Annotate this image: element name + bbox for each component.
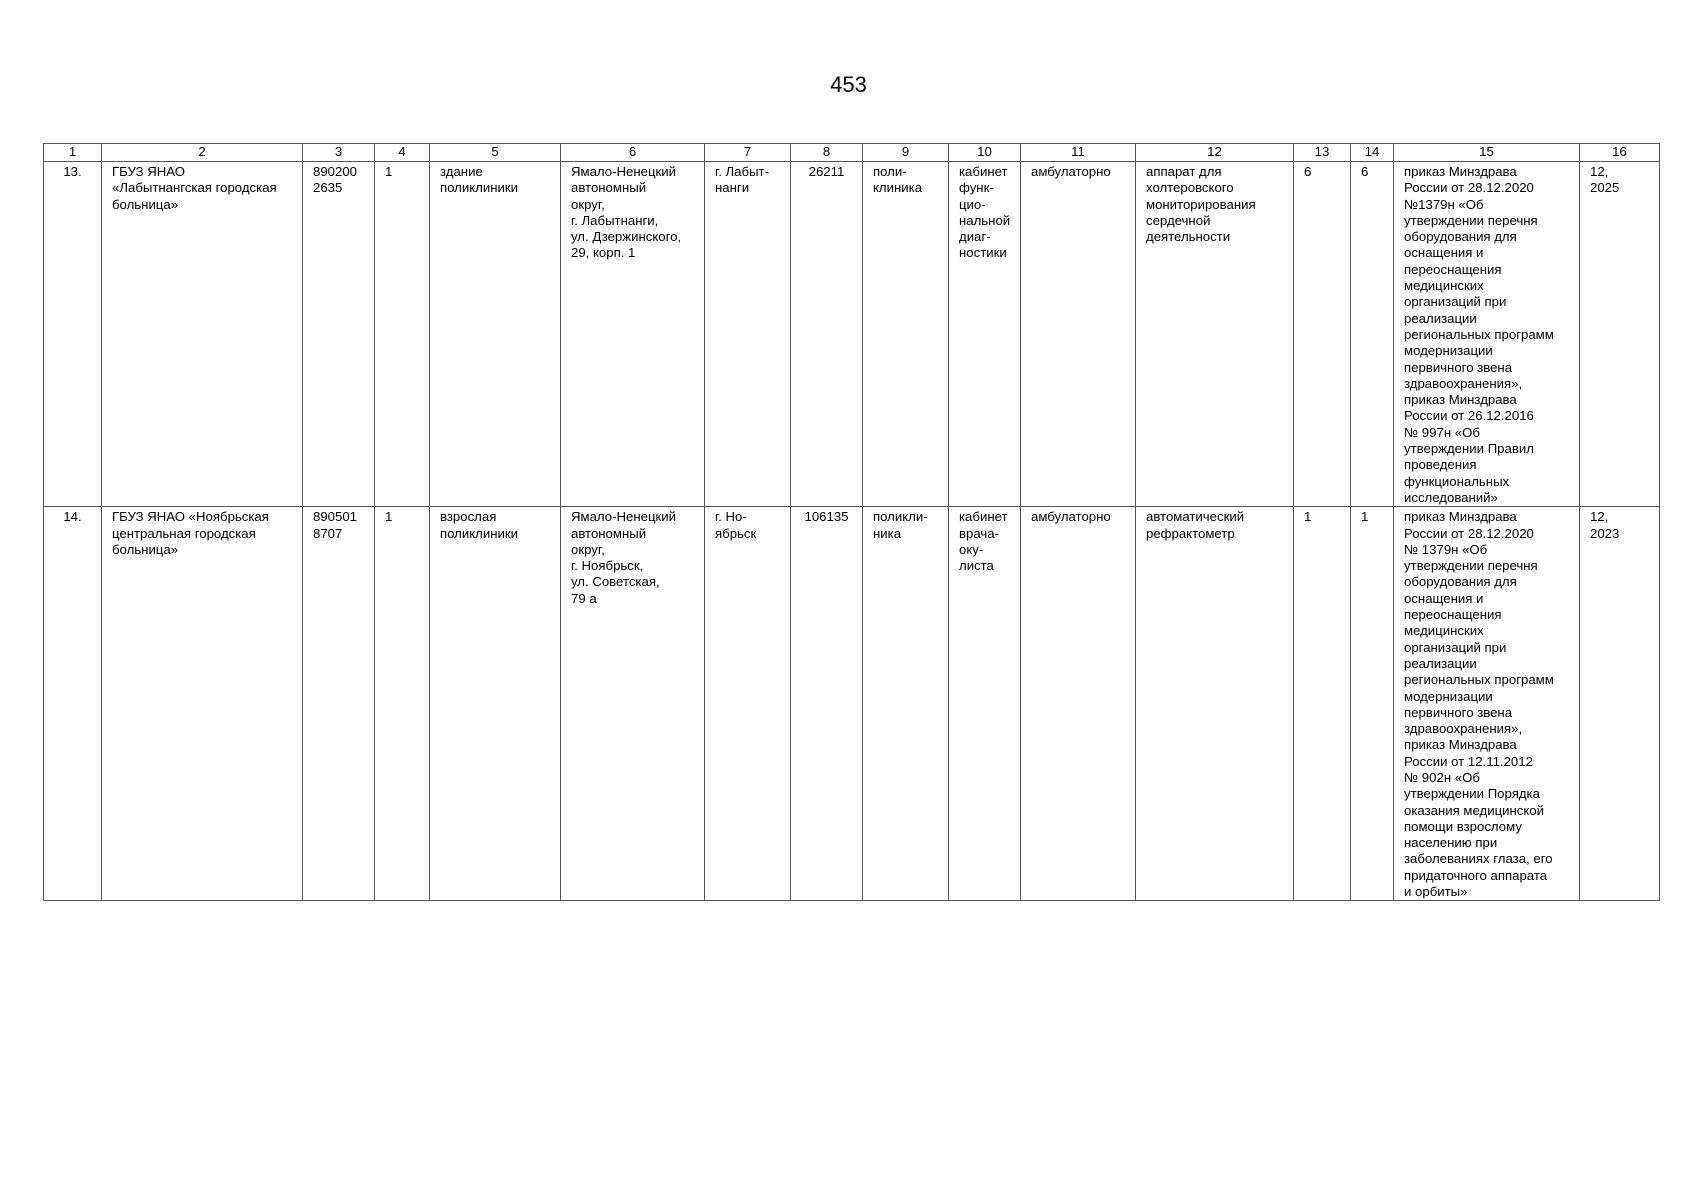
- col14-cell: [1351, 162, 1394, 507]
- date-cell: [1580, 162, 1660, 507]
- header-col-13: 13: [1294, 144, 1351, 162]
- city-text: г. Лабыт- нанги: [715, 164, 769, 196]
- inn-cell: [303, 507, 375, 901]
- cabinet-text: кабинет врача- оку- листа: [959, 509, 1008, 574]
- address-text: Ямало-Ненецкий автономный округ, г. Ноябрьск, ул. Советская, 79 а: [571, 509, 677, 606]
- header-col-6: 6: [561, 144, 705, 162]
- header-col-12: 12: [1136, 144, 1294, 162]
- col14-text: 1: [1361, 509, 1369, 525]
- organization-text: ГБУЗ ЯНАО «Лабытнангская городская больница»: [112, 164, 277, 212]
- col4-text: 1: [385, 164, 393, 179]
- mode-text: амбулаторно: [1031, 164, 1111, 179]
- table-row: [44, 507, 1660, 901]
- col13-text: 6: [1304, 164, 1312, 179]
- header-col-14: 14: [1351, 144, 1394, 162]
- col4-cell: [375, 162, 430, 507]
- mode-cell: [1021, 507, 1136, 901]
- header-row: [44, 144, 1660, 162]
- building-cell: [430, 162, 561, 507]
- header-col-8: 8: [791, 144, 863, 162]
- code-text: 106135: [804, 509, 849, 525]
- equipment-text: автоматический рефрактометр: [1146, 509, 1245, 541]
- cabinet-cell: [949, 507, 1021, 901]
- table-row: [44, 162, 1660, 507]
- basis-cell: [1394, 162, 1580, 507]
- col14-text: 6: [1361, 164, 1369, 179]
- col13-text: 1: [1304, 509, 1312, 525]
- header-col-5: 5: [430, 144, 561, 162]
- header-col-7: 7: [705, 144, 791, 162]
- row-number: [44, 162, 102, 507]
- row-number: [44, 507, 102, 901]
- header-col-15: 15: [1394, 144, 1580, 162]
- date-text: 12, 2025: [1590, 164, 1620, 196]
- col4-cell: [375, 507, 430, 901]
- organization-cell: [102, 507, 303, 901]
- city-text: г. Но- ябрьск: [715, 509, 757, 541]
- mode-cell: [1021, 162, 1136, 507]
- col13-cell: [1294, 162, 1351, 507]
- cabinet-text: кабинет функ- цио- нальной диаг- ностики: [959, 164, 1011, 261]
- building-cell: [430, 507, 561, 901]
- header-col-16: 16: [1580, 144, 1660, 162]
- code-text: 26211: [808, 164, 845, 179]
- building-text: здание поликлиники: [440, 164, 519, 196]
- city-cell: [705, 162, 791, 507]
- inn-cell: [303, 162, 375, 507]
- col4-text: 1: [385, 509, 393, 525]
- code-cell: [791, 162, 863, 507]
- header-col-1: 1: [44, 144, 102, 162]
- header-col-11: 11: [1021, 144, 1136, 162]
- date-text: 12, 2023: [1590, 509, 1620, 541]
- equipment-cell: [1136, 162, 1294, 507]
- page-number: 453: [830, 72, 867, 97]
- basis-text: приказ Минздрава России от 28.12.2020 № 1379н «Об утверждении перечня оборудования для оснащения и переоснащения медицинских организаций при реализации региональных программ модернизации первичного звена здравоохранения», приказ Минздрава России от 12.11.2012 № 902н «Об утверждении Порядка оказания медицинской помощи взрослому населению при заболеваниях глаза, его придаточного аппарата и орбиты»: [1404, 509, 1554, 900]
- header-col-9: 9: [863, 144, 949, 162]
- header-col-2: 2: [102, 144, 303, 162]
- organization-text: ГБУЗ ЯНАО «Ноябрьская центральная городская больница»: [112, 509, 269, 557]
- unit-text: поликли- ника: [873, 509, 928, 541]
- cabinet-cell: [949, 162, 1021, 507]
- city-cell: [705, 507, 791, 901]
- col13-cell: [1294, 507, 1351, 901]
- inn-text: 890501 8707: [313, 509, 358, 541]
- header-col-4: 4: [375, 144, 430, 162]
- basis-cell: [1394, 507, 1580, 901]
- row-number-text: 14.: [63, 509, 82, 525]
- unit-cell: [863, 507, 949, 901]
- mode-text: амбулаторно: [1031, 509, 1111, 525]
- address-cell: [561, 507, 705, 901]
- organization-cell: [102, 162, 303, 507]
- unit-text: поли- клиника: [873, 164, 923, 196]
- inn-text: 890200 2635: [313, 164, 358, 196]
- address-text: Ямало-Ненецкий автономный округ, г. Лабытнанги, ул. Дзержинского, 29, корп. 1: [571, 164, 682, 261]
- header-col-10: 10: [949, 144, 1021, 162]
- unit-cell: [863, 162, 949, 507]
- equipment-text: аппарат для холтеровского мониторирования сердечной деятельности: [1146, 164, 1256, 245]
- equipment-cell: [1136, 507, 1294, 901]
- equipment-table: [43, 143, 1660, 901]
- code-cell: [791, 507, 863, 901]
- date-cell: [1580, 507, 1660, 901]
- building-text: взрослая поликлиники: [440, 509, 519, 541]
- row-number-text: 13.: [63, 164, 82, 179]
- header-col-3: 3: [303, 144, 375, 162]
- col14-cell: [1351, 507, 1394, 901]
- address-cell: [561, 162, 705, 507]
- basis-text: приказ Минздрава России от 28.12.2020 №1379н «Об утверждении перечня оборудования для оснащения и переоснащения медицинских организаций при реализации региональных программ модернизации первичного звена здравоохранения», приказ Минздрава России от 26.12.2016 № 997н «Об утверждении Правил проведения функциональных исследований»: [1404, 164, 1554, 505]
